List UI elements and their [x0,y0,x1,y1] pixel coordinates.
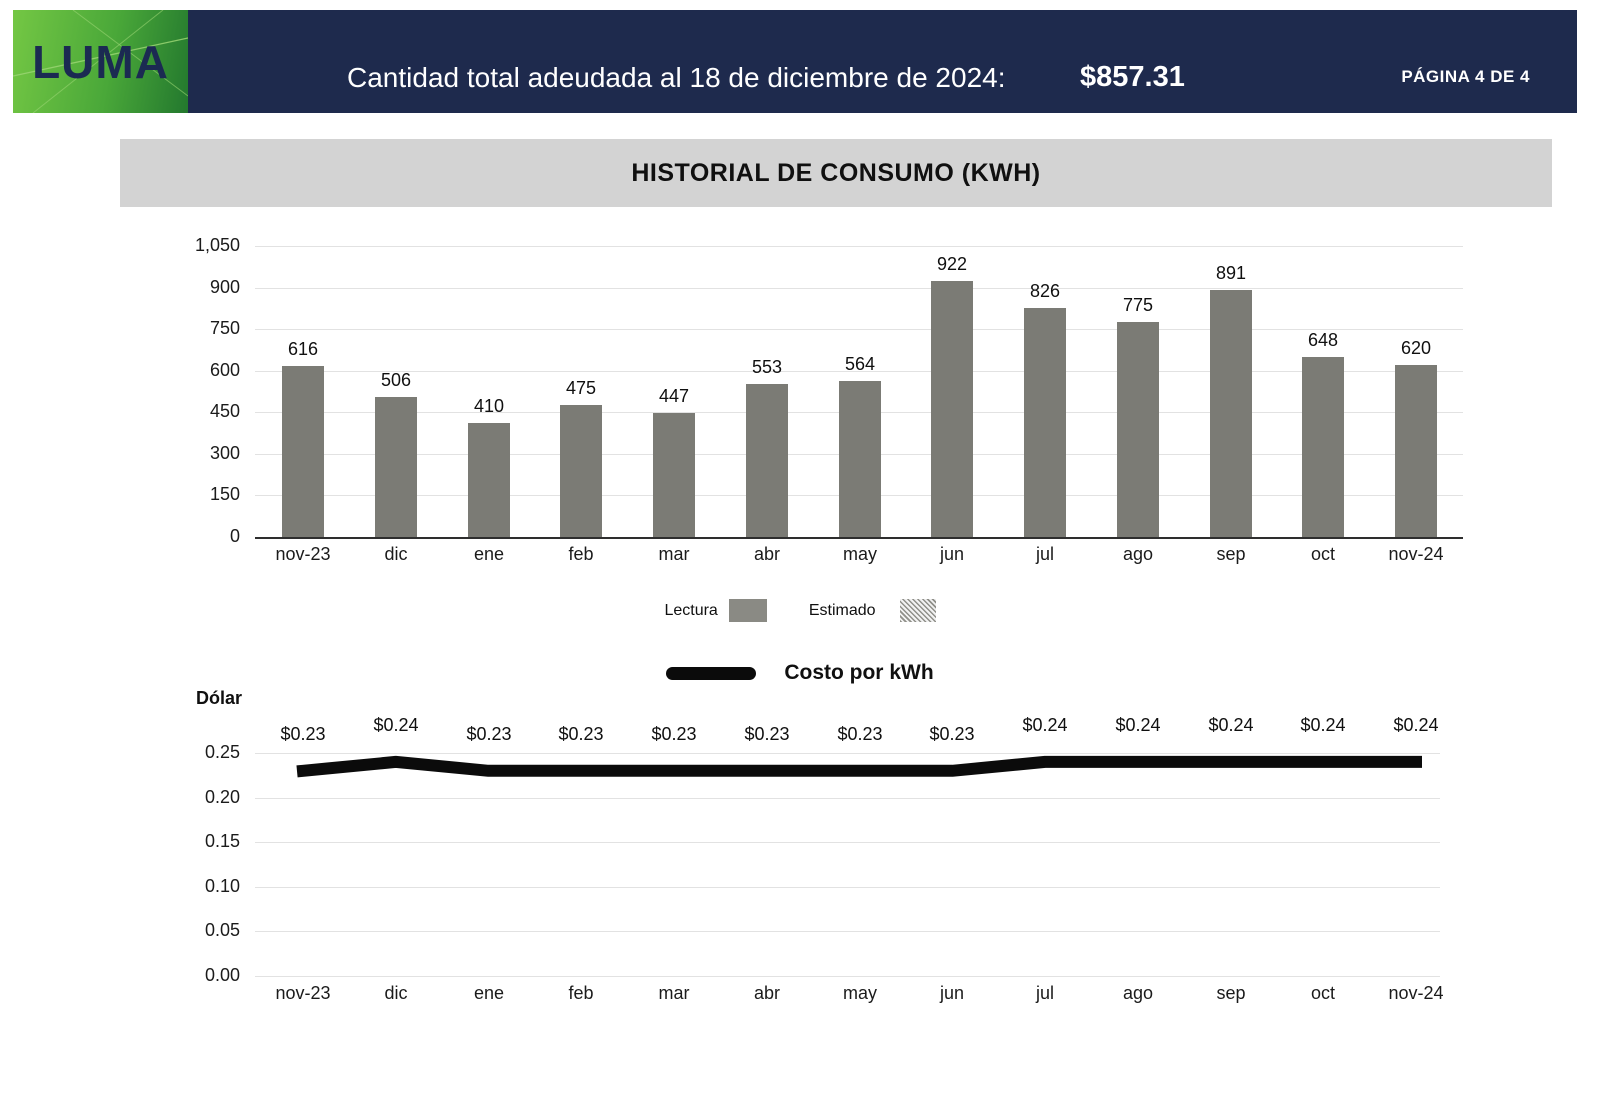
bar-value-label: 775 [1122,295,1154,315]
cost-line-swatch [666,667,756,680]
consumption-bar [1395,365,1437,537]
line-x-label: nov-24 [1388,983,1444,1003]
line-ytick-label: 0.00 [204,965,240,985]
bar-value-label: 410 [473,396,505,416]
cost-point-label: $0.24 [373,715,419,735]
consumption-bar [1117,322,1159,537]
bar-value-label: 616 [287,339,319,359]
legend-estimado-label: Estimado [808,601,876,619]
consumption-bar [375,397,417,537]
cost-point-label: $0.23 [744,724,790,744]
luma-logo-text: LUMA [32,35,169,88]
consumption-bar [839,381,881,537]
bar-ytick-label: 900 [209,277,240,297]
consumption-bar [746,384,788,537]
cost-point-label: $0.23 [466,724,512,744]
consumption-bar [1024,308,1066,537]
line-x-label: ago [1122,983,1154,1003]
legend-lectura-swatch [729,599,767,622]
bar-ytick-label: 600 [209,360,240,380]
bar-gridline [255,288,1463,289]
line-gridline [255,753,1440,754]
line-x-label: mar [658,983,690,1003]
consumption-bar [560,405,602,537]
line-ytick-label: 0.05 [204,920,240,940]
line-x-label: nov-23 [275,983,331,1003]
bar-value-label: 922 [936,254,968,274]
bar-value-label: 891 [1215,263,1247,283]
cost-point-label: $0.23 [558,724,604,744]
bar-ytick-label: 300 [209,443,240,463]
bar-value-label: 475 [565,378,597,398]
legend-lectura-label: Lectura [664,601,718,619]
cost-point-label: $0.24 [1208,715,1254,735]
bar-value-label: 447 [658,386,690,406]
bar-gridline [255,329,1463,330]
bar-x-label: dic [384,544,408,564]
line-x-label: may [842,983,877,1003]
bar-x-label: nov-24 [1388,544,1444,564]
consumption-bar [282,366,324,537]
consumption-bar [468,423,510,537]
consumption-bar [653,413,695,537]
consumption-bar [1210,290,1252,537]
bar-chart-legend [0,599,1600,622]
line-ytick-label: 0.20 [204,787,240,807]
luma-logo [13,10,188,113]
bar-x-label: sep [1216,544,1246,564]
bar-ytick-label: 150 [209,484,240,504]
line-x-label: oct [1310,983,1335,1003]
bar-value-label: 553 [751,357,783,377]
line-gridline [255,887,1440,888]
page-indicator: PÁGINA 4 DE 4 [1401,67,1530,86]
bar-gridline [255,246,1463,247]
bar-x-label: jul [1035,544,1054,564]
cost-point-label: $0.24 [1300,715,1346,735]
cost-line-title: Costo por kWh [784,661,934,684]
cost-axis-label: Dólar [196,688,243,708]
cost-point-label: $0.23 [837,724,883,744]
line-x-label: dic [384,983,408,1003]
bar-x-label: ene [473,544,505,564]
total-due-label: Cantidad total adeudada al 18 de diciembre de 2024: [347,62,1006,93]
cost-point-label: $0.23 [651,724,697,744]
bar-value-label: 564 [844,354,876,374]
legend-estimado-swatch [900,599,936,622]
line-x-label: ene [473,983,505,1003]
bar-ytick-label: 450 [209,401,240,421]
bar-x-axis [255,537,1463,539]
total-due-amount: $857.31 [1080,61,1185,93]
bar-x-label: ago [1122,544,1154,564]
cost-point-label: $0.24 [1115,715,1161,735]
line-x-label: jun [939,983,965,1003]
line-x-label: jul [1035,983,1054,1003]
line-ytick-label: 0.25 [204,742,240,762]
line-x-label: sep [1216,983,1246,1003]
line-gridline [255,976,1440,977]
line-ytick-label: 0.15 [204,831,240,851]
section-title: HISTORIAL DE CONSUMO (KWH) [631,158,1041,187]
consumption-bar [931,281,973,537]
line-x-label: feb [568,983,594,1003]
bar-x-label: mar [658,544,690,564]
cost-point-label: $0.24 [1022,715,1068,735]
section-title-banner [120,139,1552,207]
bar-x-label: jun [939,544,965,564]
header-bar [13,10,1577,113]
bar-ytick-label: 750 [209,318,240,338]
cost-point-label: $0.23 [280,724,326,744]
bar-x-label: may [842,544,877,564]
line-gridline [255,931,1440,932]
bar-x-label: nov-23 [275,544,331,564]
line-gridline [255,842,1440,843]
bar-value-label: 826 [1029,281,1061,301]
bar-x-label: feb [568,544,594,564]
cost-point-label: $0.23 [929,724,975,744]
bar-value-label: 506 [380,370,412,390]
bar-x-label: oct [1310,544,1335,564]
line-x-label: abr [753,983,780,1003]
line-ytick-label: 0.10 [204,876,240,896]
line-gridline [255,798,1440,799]
bar-x-label: abr [753,544,780,564]
bar-ytick-label: 0 [229,526,240,546]
consumption-bar [1302,357,1344,537]
bar-value-label: 620 [1400,338,1432,358]
cost-point-label: $0.24 [1393,715,1439,735]
bar-value-label: 648 [1307,330,1339,350]
bar-ytick-label: 1,050 [194,235,240,255]
cost-line-legend [0,661,1600,685]
